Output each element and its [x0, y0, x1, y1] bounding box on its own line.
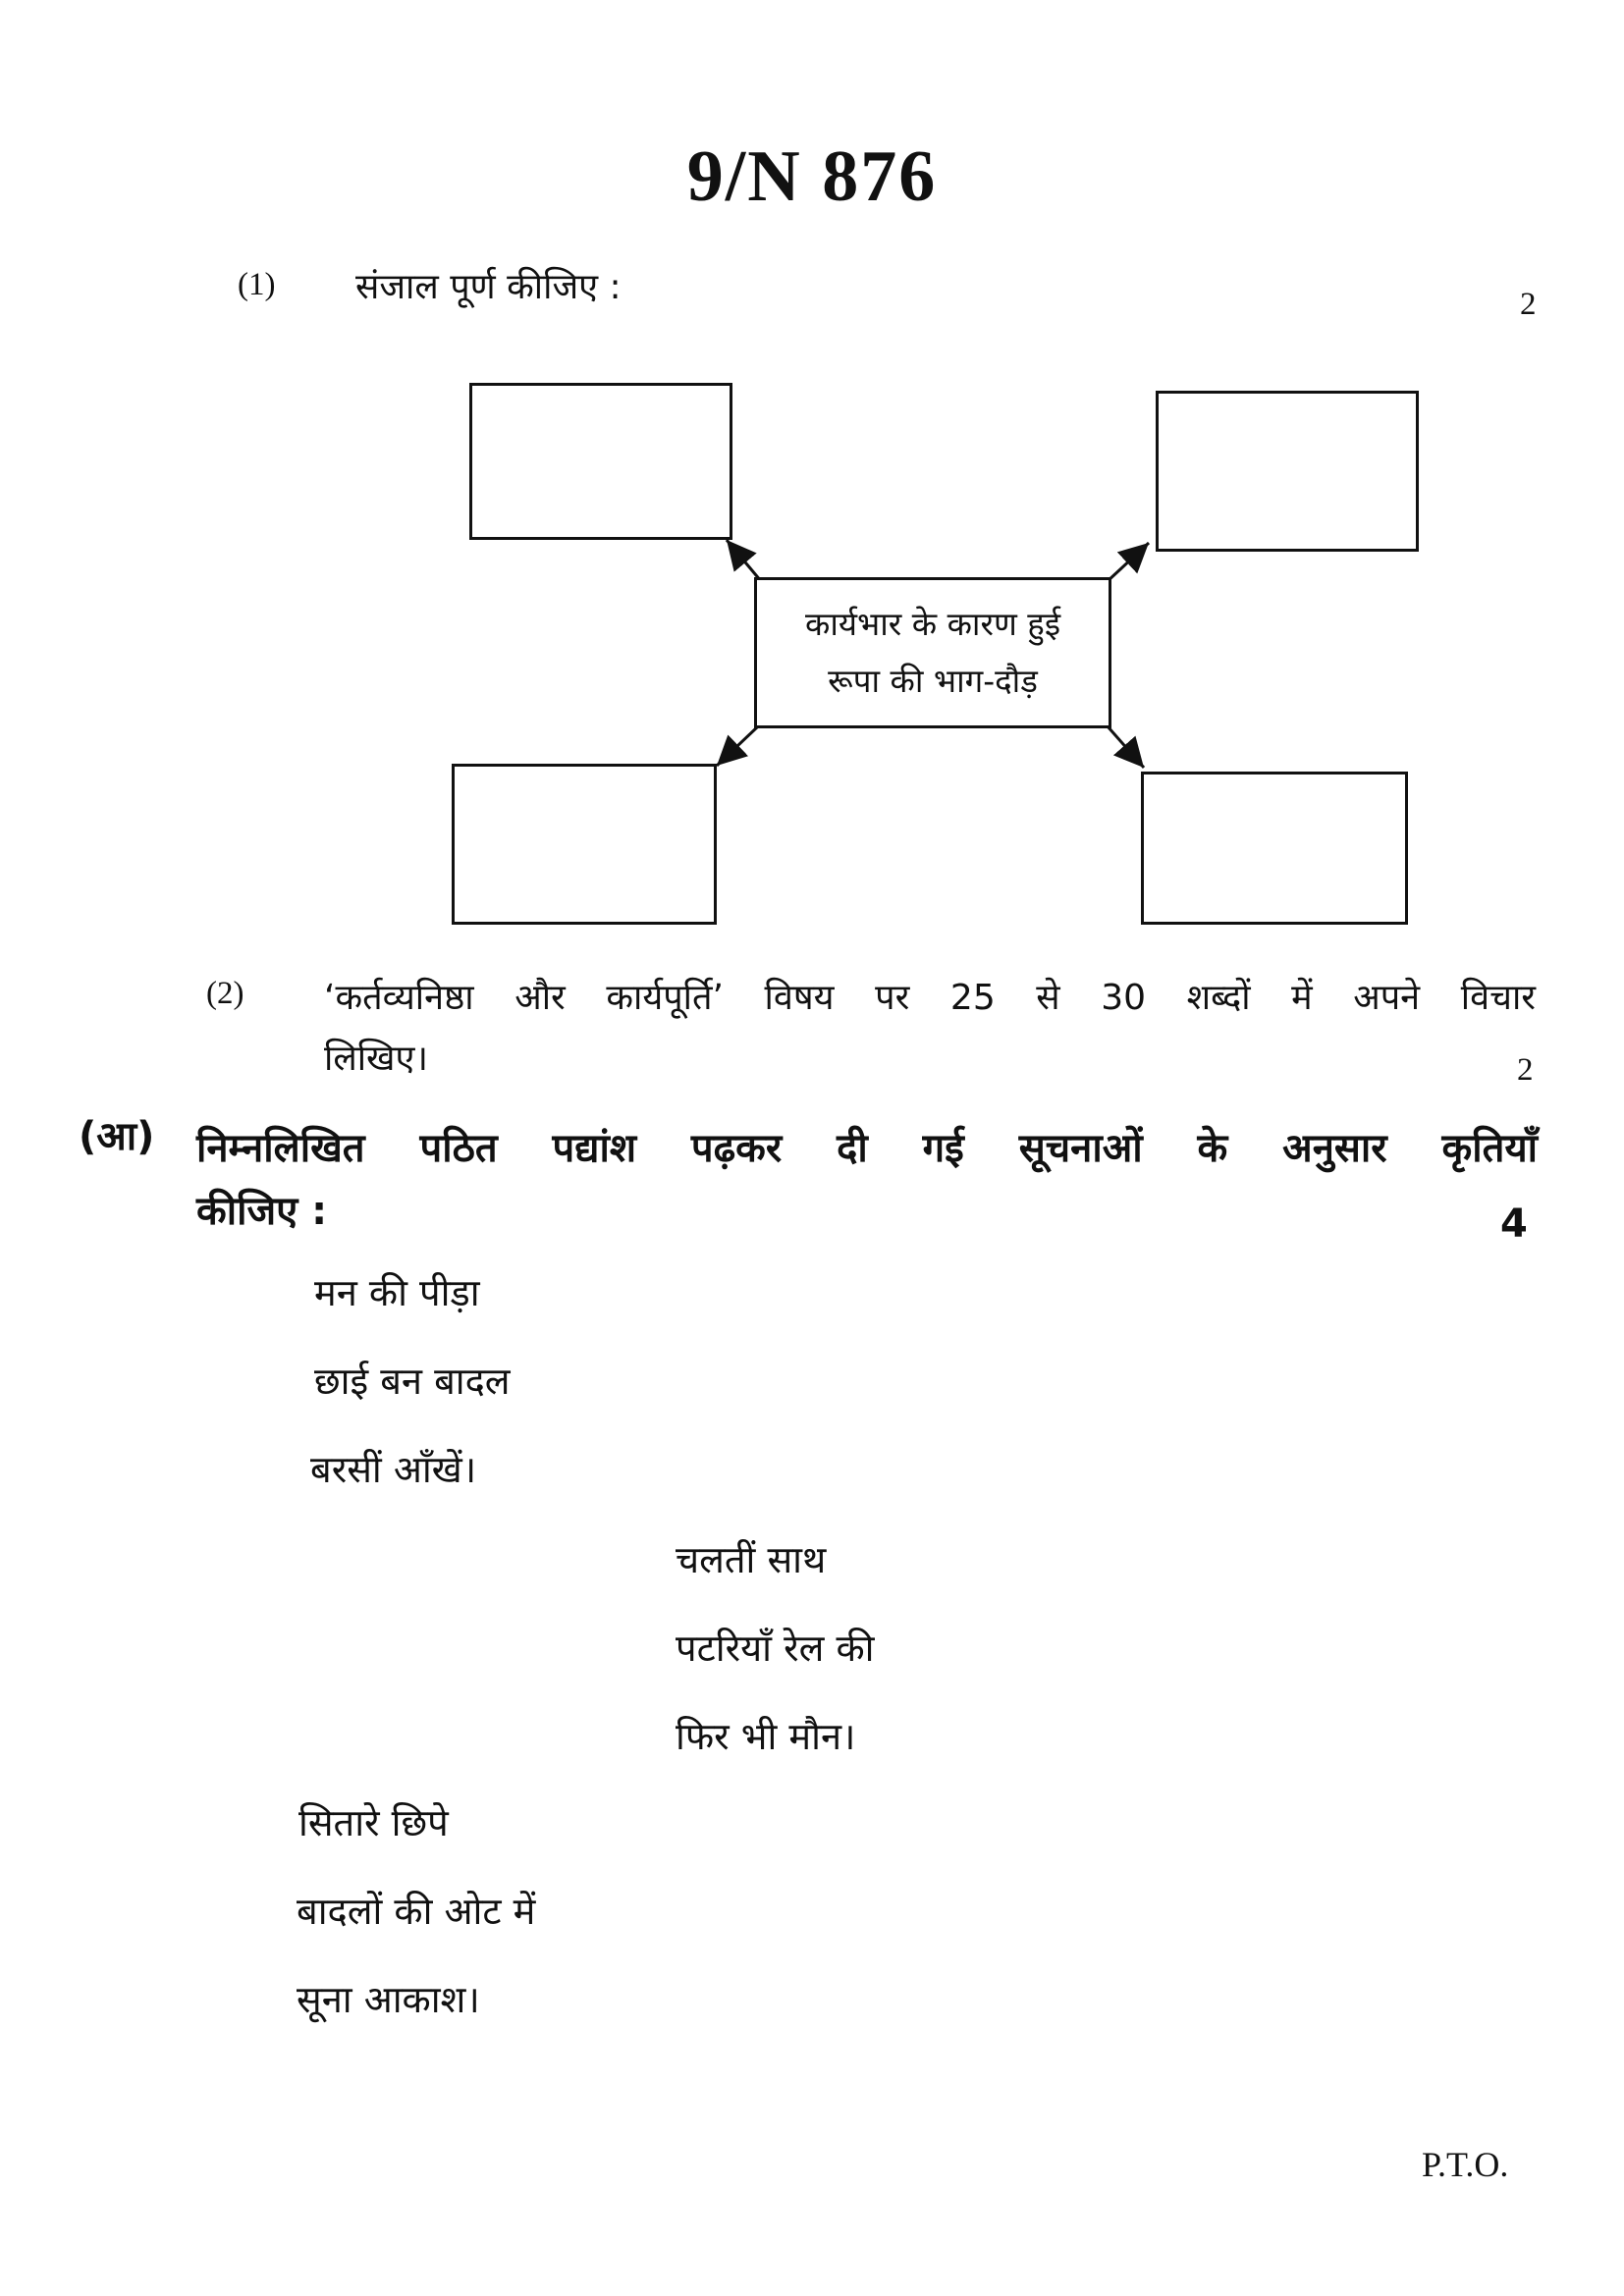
poem-line: बादलों की ओट में: [297, 1890, 536, 1933]
q1-marks: 2: [1520, 287, 1537, 322]
q2-marks: 2: [1517, 1052, 1534, 1088]
q1-instruction: संजाल पूर्ण कीजिए :: [355, 267, 622, 307]
section-aa-label: (आ): [79, 1114, 155, 1159]
concept-web-center-box: [754, 577, 1111, 728]
poem-line: फिर भी मौन।: [676, 1715, 856, 1758]
section-aa-line1: निम्नलिखित पठित पद्यांश पढ़कर दी गई सूचनाओं के अनुसार कृतियाँ: [196, 1126, 1538, 1171]
paper-code: 9/N 876: [686, 136, 938, 217]
q2-line1: ‘कर्तव्यनिष्ठा और कार्यपूर्ति’ विषय पर 25 से 30 शब्दों में अपने विचार: [324, 978, 1536, 1018]
q2-line2: लिखिए।: [324, 1039, 429, 1079]
arrow-top-right: [1108, 543, 1149, 581]
arrow-bottom-left: [717, 726, 758, 766]
pto-footer: P.T.O.: [1422, 2145, 1509, 2184]
poem-line: सूना आकाश।: [297, 1978, 480, 2021]
poem-line: पटरियाँ रेल की: [676, 1627, 875, 1670]
arrow-bottom-right: [1108, 726, 1144, 768]
section-aa-line2: कीजिए :: [196, 1189, 328, 1234]
answer-box-bottom-left: [452, 764, 717, 925]
poem-line: मन की पीड़ा: [314, 1271, 480, 1314]
poem-line: छाई बन बादल: [314, 1360, 511, 1403]
arrow-top-left: [727, 540, 761, 581]
poem-line: चलतीं साथ: [676, 1538, 827, 1581]
answer-box-top-right: [1156, 391, 1419, 552]
q1-number: (1): [238, 267, 276, 302]
answer-box-top-left: [469, 383, 732, 540]
center-line-2: रूपा की भाग-दौड़: [828, 662, 1038, 700]
poem-line: बरसीं आँखें।: [310, 1448, 477, 1491]
q2-number: (2): [206, 976, 244, 1011]
answer-box-bottom-right: [1141, 772, 1408, 925]
center-line-1: कार्यभार के कारण हुई: [804, 605, 1061, 643]
section-aa-marks: 4: [1500, 1201, 1528, 1247]
poem-line: सितारे छिपे: [298, 1801, 449, 1844]
